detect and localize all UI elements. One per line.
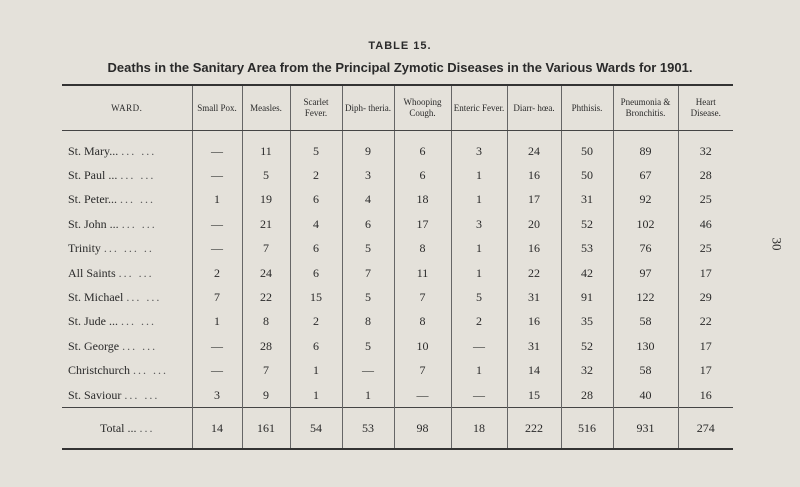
value-cell: 6: [290, 188, 342, 212]
ward-name: St. Peter...: [68, 192, 118, 207]
value-cell: 1: [192, 188, 242, 212]
value-cell: 16: [507, 310, 561, 334]
value-cell: 17: [394, 212, 451, 236]
value-cell: 1: [290, 383, 342, 408]
value-cell: 6: [342, 212, 394, 236]
table-row: [62, 285, 733, 309]
ward-cell: [62, 334, 192, 358]
value-cell: 91: [561, 285, 613, 309]
value-cell: 2: [290, 163, 342, 187]
ward-cell: [62, 383, 192, 408]
value-cell: 17: [507, 188, 561, 212]
ward-name: Total ...: [100, 420, 137, 435]
value-cell: 17: [678, 261, 733, 285]
value-cell: 14: [507, 359, 561, 383]
leader-dots: ... ... ..: [103, 241, 154, 256]
value-cell: 6: [394, 131, 451, 164]
value-cell: 6: [290, 261, 342, 285]
ward-cell: [62, 212, 192, 236]
value-cell: 3: [342, 163, 394, 187]
column-header: Heart Disease.: [678, 85, 733, 131]
value-cell: 1: [451, 163, 507, 187]
value-cell: 25: [678, 237, 733, 261]
ward-name: All Saints: [68, 265, 116, 280]
value-cell: 28: [242, 334, 290, 358]
value-cell: 52: [561, 212, 613, 236]
value-cell: 1: [451, 237, 507, 261]
column-header: WARD.: [62, 85, 192, 131]
value-cell: 20: [507, 212, 561, 236]
value-cell: 52: [561, 334, 613, 358]
value-cell: 16: [678, 383, 733, 408]
ward-cell: [62, 237, 192, 261]
leader-dots: ... ...: [121, 143, 157, 158]
ward-name: Christchurch: [68, 363, 130, 378]
value-cell: 8: [394, 237, 451, 261]
value-cell: 31: [561, 188, 613, 212]
value-cell: 9: [342, 131, 394, 164]
value-cell: 5: [342, 285, 394, 309]
leader-dots: ... ...: [121, 314, 157, 329]
value-cell: 89: [613, 131, 678, 164]
value-cell: 22: [678, 310, 733, 334]
value-cell: 14: [192, 408, 242, 450]
value-cell: 274: [678, 408, 733, 450]
value-cell: 22: [507, 261, 561, 285]
table-row: [62, 212, 733, 236]
value-cell: 10: [394, 334, 451, 358]
column-header: Scarlet Fever.: [290, 85, 342, 131]
value-cell: 3: [451, 131, 507, 164]
value-cell: —: [451, 383, 507, 408]
value-cell: 50: [561, 163, 613, 187]
value-cell: 1: [342, 383, 394, 408]
ward-cell: [62, 310, 192, 334]
value-cell: 4: [342, 188, 394, 212]
value-cell: 102: [613, 212, 678, 236]
value-cell: 92: [613, 188, 678, 212]
table-label: TABLE 15.: [368, 40, 432, 52]
ward-cell: [62, 131, 192, 164]
value-cell: 53: [561, 237, 613, 261]
value-cell: —: [394, 383, 451, 408]
value-cell: 516: [561, 408, 613, 450]
value-cell: 31: [507, 285, 561, 309]
value-cell: 4: [290, 212, 342, 236]
value-cell: 19: [242, 188, 290, 212]
value-cell: —: [192, 131, 242, 164]
value-cell: 8: [242, 310, 290, 334]
value-cell: 3: [451, 212, 507, 236]
leader-dots: ... ...: [122, 338, 158, 353]
value-cell: 8: [394, 310, 451, 334]
column-header: Measles.: [242, 85, 290, 131]
value-cell: 32: [561, 359, 613, 383]
leader-dots: ... ...: [126, 290, 162, 305]
ward-name: Trinity: [68, 241, 101, 256]
ward-name: St. Saviour: [68, 387, 122, 402]
value-cell: 8: [342, 310, 394, 334]
value-cell: 6: [394, 163, 451, 187]
value-cell: 24: [507, 131, 561, 164]
table-row: [62, 359, 733, 383]
deaths-table: [62, 84, 733, 450]
value-cell: 16: [507, 237, 561, 261]
value-cell: 6: [290, 237, 342, 261]
value-cell: 42: [561, 261, 613, 285]
ward-cell: [62, 163, 192, 187]
value-cell: 7: [394, 359, 451, 383]
column-header: Enteric Fever.: [451, 85, 507, 131]
value-cell: 24: [242, 261, 290, 285]
value-cell: —: [451, 334, 507, 358]
value-cell: 931: [613, 408, 678, 450]
leader-dots: ... ...: [118, 265, 154, 280]
column-header: Whooping Cough.: [394, 85, 451, 131]
value-cell: 98: [394, 408, 451, 450]
value-cell: 28: [678, 163, 733, 187]
ward-name: St. Jude ...: [68, 314, 119, 329]
column-header: Phthisis.: [561, 85, 613, 131]
value-cell: 18: [451, 408, 507, 450]
column-header: Diph- theria.: [342, 85, 394, 131]
value-cell: 17: [678, 359, 733, 383]
value-cell: 40: [613, 383, 678, 408]
value-cell: 15: [507, 383, 561, 408]
value-cell: 2: [192, 261, 242, 285]
table-row: [62, 334, 733, 358]
value-cell: 31: [507, 334, 561, 358]
value-cell: 58: [613, 310, 678, 334]
value-cell: —: [192, 237, 242, 261]
page-number: 30: [769, 237, 785, 251]
leader-dots: ... ...: [124, 387, 160, 402]
value-cell: 222: [507, 408, 561, 450]
value-cell: 67: [613, 163, 678, 187]
ward-name: St. Michael: [68, 290, 124, 305]
value-cell: 1: [451, 359, 507, 383]
value-cell: 21: [242, 212, 290, 236]
ward-cell: [62, 408, 192, 450]
column-header: Diarr- hœa.: [507, 85, 561, 131]
value-cell: 7: [242, 237, 290, 261]
value-cell: 161: [242, 408, 290, 450]
table-row: [62, 261, 733, 285]
ward-cell: [62, 188, 192, 212]
value-cell: 11: [394, 261, 451, 285]
ward-name: St. George: [68, 338, 120, 353]
value-cell: 5: [342, 237, 394, 261]
value-cell: 6: [290, 334, 342, 358]
value-cell: 16: [507, 163, 561, 187]
leader-dots: ... ...: [120, 192, 156, 207]
table-row: [62, 310, 733, 334]
total-row: [62, 408, 733, 450]
table-subtitle: Deaths in the Sanitary Area from the Principal Zymotic Diseases in the Various Wards for 1901.: [107, 60, 693, 75]
value-cell: 29: [678, 285, 733, 309]
value-cell: 130: [613, 334, 678, 358]
value-cell: 18: [394, 188, 451, 212]
value-cell: 9: [242, 383, 290, 408]
value-cell: 3: [192, 383, 242, 408]
value-cell: 2: [290, 310, 342, 334]
value-cell: 28: [561, 383, 613, 408]
table-row: [62, 383, 733, 408]
value-cell: 7: [192, 285, 242, 309]
value-cell: 76: [613, 237, 678, 261]
value-cell: —: [192, 359, 242, 383]
ward-name: St. Mary...: [68, 143, 119, 158]
value-cell: 1: [451, 261, 507, 285]
value-cell: 1: [192, 310, 242, 334]
ward-name: St. John ...: [68, 216, 119, 231]
ward-cell: [62, 261, 192, 285]
value-cell: 50: [561, 131, 613, 164]
value-cell: —: [342, 359, 394, 383]
leader-dots: ...: [139, 420, 155, 435]
header-row: [62, 85, 733, 131]
table-body: [62, 131, 733, 450]
column-header: Pneumonia & Bronchitis.: [613, 85, 678, 131]
value-cell: 32: [678, 131, 733, 164]
value-cell: 54: [290, 408, 342, 450]
value-cell: 15: [290, 285, 342, 309]
ward-cell: [62, 359, 192, 383]
value-cell: —: [192, 163, 242, 187]
value-cell: 5: [290, 131, 342, 164]
value-cell: 46: [678, 212, 733, 236]
value-cell: 5: [451, 285, 507, 309]
value-cell: 53: [342, 408, 394, 450]
table-row: [62, 131, 733, 164]
value-cell: 35: [561, 310, 613, 334]
value-cell: 122: [613, 285, 678, 309]
table-row: [62, 163, 733, 187]
value-cell: 58: [613, 359, 678, 383]
value-cell: —: [192, 212, 242, 236]
leader-dots: ... ...: [121, 216, 157, 231]
value-cell: 17: [678, 334, 733, 358]
table-row: [62, 237, 733, 261]
value-cell: 97: [613, 261, 678, 285]
leader-dots: ... ...: [133, 363, 168, 378]
value-cell: 7: [394, 285, 451, 309]
value-cell: 5: [242, 163, 290, 187]
ward-name: St. Paul ...: [68, 168, 118, 183]
value-cell: —: [192, 334, 242, 358]
value-cell: 2: [451, 310, 507, 334]
value-cell: 7: [342, 261, 394, 285]
value-cell: 25: [678, 188, 733, 212]
value-cell: 7: [242, 359, 290, 383]
table-row: [62, 188, 733, 212]
value-cell: 5: [342, 334, 394, 358]
column-header: Small Pox.: [192, 85, 242, 131]
value-cell: 1: [290, 359, 342, 383]
ward-cell: [62, 285, 192, 309]
value-cell: 11: [242, 131, 290, 164]
value-cell: 1: [451, 188, 507, 212]
value-cell: 22: [242, 285, 290, 309]
leader-dots: ... ...: [120, 168, 156, 183]
